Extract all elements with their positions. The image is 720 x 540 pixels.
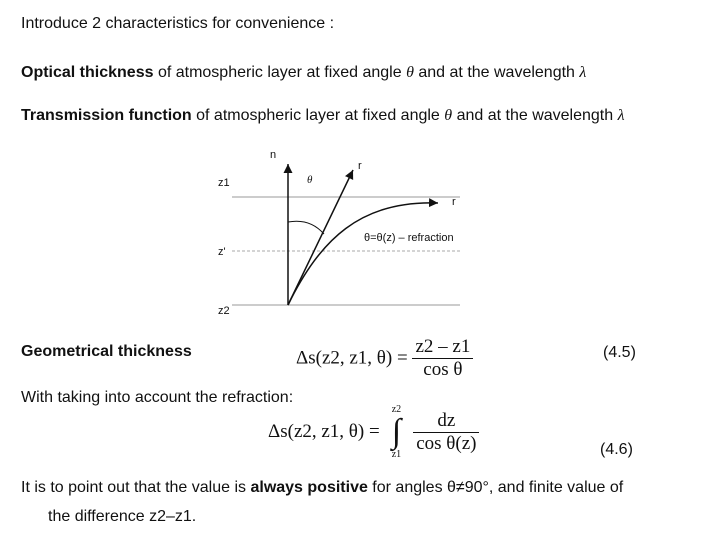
transmission-function-term: Transmission function <box>21 107 192 124</box>
eq45-fraction <box>412 336 473 381</box>
theta-label: θ <box>307 174 313 186</box>
conclusion-bold: always positive <box>250 479 368 496</box>
transmission-text-2: and at the wavelength <box>452 107 618 124</box>
conclusion-line-1 <box>21 478 623 498</box>
transmission-lambda: λ <box>617 107 625 124</box>
equation-4-5 <box>296 336 473 381</box>
eq46-upper-limit: z2 <box>391 404 402 415</box>
eq46-integral-sign: ∫ <box>391 413 402 450</box>
equation-4-6 <box>268 404 479 460</box>
eq46-lower-limit: z1 <box>391 449 402 460</box>
eq45-denominator: cos θ <box>423 359 463 380</box>
straight-ray <box>288 170 353 305</box>
transmission-text-1: of atmospheric layer at fixed angle <box>191 107 445 124</box>
conclusion-part-1: It is to point out that the value is <box>21 479 251 496</box>
eq45-numerator: z2 – z1 <box>415 336 471 357</box>
eq46-integral <box>384 404 408 460</box>
eqno-4-6: (4.6) <box>600 441 633 458</box>
optical-text-1: of atmospheric layer at fixed angle <box>153 64 407 81</box>
refracted-ray <box>288 203 438 305</box>
r-vector-label-top: r <box>358 160 362 172</box>
theta-arc <box>288 221 324 234</box>
z2-label: z2 <box>218 305 230 317</box>
transmission-theta: θ <box>444 107 453 124</box>
eq46-fraction <box>413 410 479 455</box>
refraction-note: With taking into account the refraction: <box>21 389 294 406</box>
optical-theta: θ <box>406 64 414 81</box>
geometrical-thickness-label: Geometrical thickness <box>21 343 192 360</box>
n-vector-label: n <box>270 149 277 161</box>
refraction-label: θ=θ(z) – refraction <box>364 232 454 244</box>
r-vector-label-right: r <box>452 196 456 208</box>
eq46-numerator: dz <box>437 409 456 431</box>
optical-lambda: λ <box>579 64 587 81</box>
optical-thickness-term: Optical thickness <box>21 64 154 81</box>
zprime-label: z' <box>218 246 226 258</box>
eq46-denominator: cos θ(z) <box>416 432 477 454</box>
conclusion-line-2: the difference z2–z1. <box>48 508 197 525</box>
eq45-lhs: Δs(z2, z1, θ) = <box>296 347 408 369</box>
optical-text-2: and at the wavelength <box>413 64 580 81</box>
eq46-lhs: Δs(z2, z1, θ) = <box>268 421 380 442</box>
conclusion-part-2: for angles θ≠90°, and finite value of <box>367 479 624 496</box>
z1-label: z1 <box>218 177 230 189</box>
eqno-4-5: (4.5) <box>603 344 636 361</box>
intro-text: Introduce 2 characteristics for convenience : <box>21 15 335 32</box>
